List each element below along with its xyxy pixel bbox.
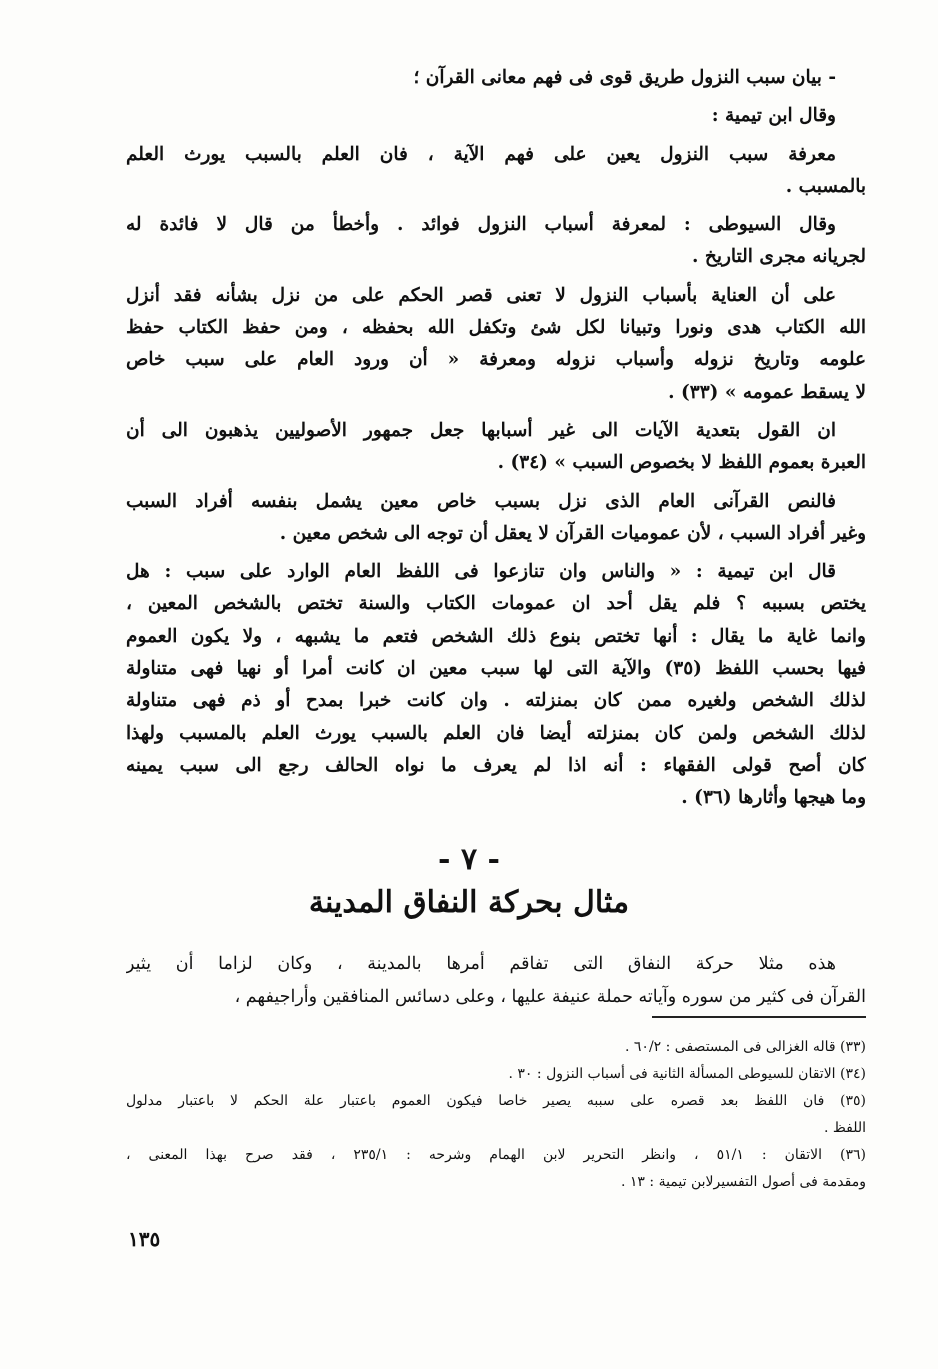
section-line: القرآن فى كثير من سوره وآياته حملة عنيفة عليها ، وعلى دسائس المنافقين وأراجيفهم ، <box>234 987 866 1007</box>
text-line: بالمسبب . <box>785 175 866 197</box>
text-line: علومه وتاريخ نزوله وأسباب نزوله ومعرفة « أن ورود العام على سبب خاص <box>126 349 866 371</box>
text-line: وغير أفراد السبب ، لأن عموميات القرآن لا يعقل أن توجه الى شخص معين . <box>279 522 866 544</box>
paragraph <box>126 556 866 814</box>
text-line: لذلك الشخص ولمن كان بمنزلته أيضا فان العلم بالسبب يورث العلم بالمسبب ولهذا <box>126 722 866 744</box>
footnote-line: ومقدمة فى أصول التفسيرلابن تيمية : ١٣ . <box>621 1174 866 1190</box>
text-line: العبرة بعموم اللفظ لا بخصوص السبب » (٣٤) . <box>497 452 866 474</box>
text-line: وانما غاية ما يقال : أنها تختص بنوع ذلك الشخص فتعم ما يشبهه ، ولا يكون العموم <box>126 625 866 647</box>
footnote-line: (٣٦) الاتقان : ٥١/١ ، وانظر التحرير لابن الهمام وشرحه : ٢٣٥/١ ، فقد صرح بهذا المعنى ، <box>126 1147 866 1163</box>
text-line: الله الكتاب هدى ونورا وتبيانا لكل شئ وتكفل الله بحفظه ، ومن حفظ الكتاب حفظ <box>126 317 866 339</box>
text-line: على أن العناية بأسباب النزول لا تعنى قصر الحكم على من نزل بشأنه فقد أنزل <box>126 284 836 306</box>
text-line: وقال السيوطى : لمعرفة أسباب النزول فوائد . وأخطأ من قال لا فائدة له <box>126 214 836 236</box>
section-body-text <box>126 948 866 1014</box>
page-number: ١٣٥ <box>128 1227 161 1251</box>
footnote-line: اللفظ . <box>823 1120 866 1136</box>
footnotes <box>126 1034 866 1196</box>
section-title: مثال بحركة النفاق المدينة <box>308 885 630 920</box>
text-line: فيها بحسب اللفظ (٣٥) والآية التى لها سبب معين ان كانت أمرا أو نهيا فهى متناولة <box>126 658 866 680</box>
text-line: معرفة سبب النزول يعين على فهم الآية ، فان العلم بالسبب يورث العلم <box>126 143 836 165</box>
text-line: لذلك الشخص ولغيره ممن كان بمنزلته . وان كانت خبرا بمدح أو ذم فهى متناولة <box>126 690 866 712</box>
footnote-separator <box>652 1016 866 1018</box>
paragraph <box>126 280 866 409</box>
paragraph <box>126 209 866 274</box>
text-line: يختص بسببه ؟ فلم يقل أحد ان عمومات الكتاب والسنة تختص بالشخص المعين ، <box>126 593 866 615</box>
text-line: وما هيجها وأثارها (٣٦) . <box>681 787 866 809</box>
text-line: قال ابن تيمية : « والناس وان تنازعوا فى اللفظ العام الوارد على سبب : هل <box>126 561 836 583</box>
footnote-line: (٣٣) قاله الغزالى فى المستصفى : ٦٠/٢ . <box>625 1039 866 1055</box>
paragraph <box>126 62 866 94</box>
text-line: فالنص القرآنى العام الذى نزل بسبب خاص معين يشمل بنفسه أفراد السبب <box>126 490 836 512</box>
text-line: لا يسقط عمومه » (٣٣) . <box>668 381 866 403</box>
footnote-line: (٣٥) فان اللفظ بعد قصره على سببه يصير خاصا فيكون العموم باعتبار علة الحكم لا باعتبار مدلول <box>126 1093 866 1109</box>
text-line: كان أصح قولى الفقهاء : أنه اذا لم يعرف ما نواه الحالف رجع الى سبب يمينه <box>126 754 866 776</box>
section-number: - ٧ - <box>438 842 500 877</box>
main-body-text <box>126 62 866 821</box>
section-line: هذه مثلا حركة النفاق التى تفاقم أمرها بالمدينة ، وكان لزاما أن يثير <box>126 954 836 974</box>
paragraph <box>126 486 866 551</box>
text-line: وقال ابن تيمية : <box>711 105 836 127</box>
footnote-line: (٣٤) الاتقان للسيوطى المسألة الثانية فى أسباب النزول : ٣٠ . <box>508 1066 866 1082</box>
text-line: لجريانه مجرى التاريخ . <box>692 246 866 268</box>
text-line: - بيان سبب النزول طريق قوى فى فهم معانى القرآن ؛ <box>413 67 836 88</box>
paragraph <box>126 100 866 132</box>
text-line: ان القول بتعدية الآيات الى غير أسبابها جعل جمهور الأصوليين يذهبون الى أن <box>126 419 836 441</box>
paragraph <box>126 415 866 480</box>
paragraph <box>126 139 866 204</box>
